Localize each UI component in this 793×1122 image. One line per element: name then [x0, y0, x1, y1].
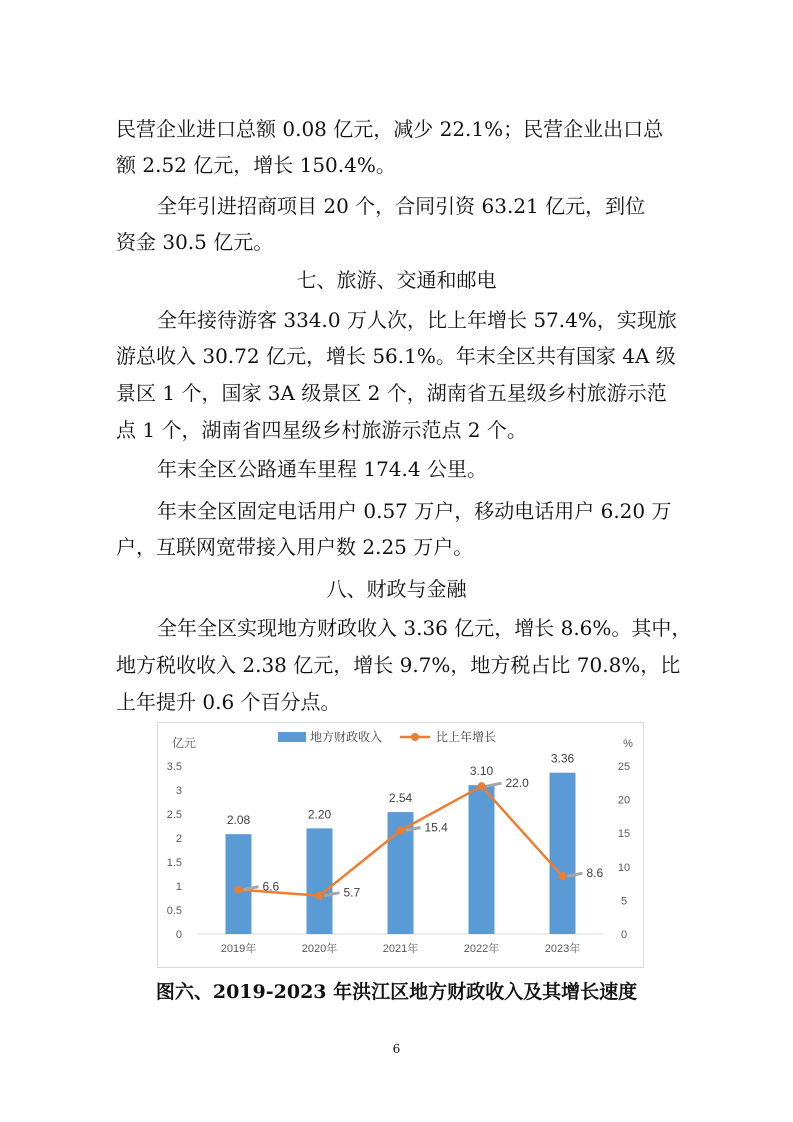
left-axis-unit: 亿元 [172, 736, 197, 750]
para-line: 景区 1 个，国家 3A 级景区 2 个，湖南省五星级乡村旅游示范 [116, 381, 667, 405]
para-line: 年末全区固定电话用户 0.57 万户，移动电话用户 6.20 万 [157, 499, 672, 523]
growth-point [235, 886, 243, 894]
legend-label-line: 比上年增长 [436, 730, 497, 744]
para-line: 点 1 个，湖南省四星级乡村旅游示范点 2 个。 [116, 418, 527, 442]
section-heading-7: 七、旅游、交通和邮电 [296, 268, 497, 292]
right-tick-label: 10 [617, 861, 631, 874]
left-tick-label: 0 [175, 929, 182, 941]
line-value-label: 5.7 [343, 885, 361, 900]
right-tick-label: 20 [617, 794, 631, 807]
figure-caption: 图六、2019-2023 年洪江区地方财政收入及其增长速度 [155, 981, 638, 1003]
para-line: 全年全区实现地方财政收入 3.36 亿元，增长 8.6%。其中， [157, 616, 692, 640]
category-label: 2021年 [382, 943, 419, 955]
para-line: 全年引进招商项目 20 个，合同引资 63.21 亿元，到位 [157, 194, 646, 218]
legend-label-bar: 地方财政收入 [310, 730, 383, 744]
bar-2019年 [226, 834, 252, 934]
bar-value-label: 2.20 [307, 807, 332, 822]
para-line: 资金 30.5 亿元。 [116, 230, 274, 254]
bar-value-label: 3.36 [550, 751, 575, 766]
para-line: 游总收入 30.72 亿元，增长 56.1%。年末全区共有国家 4A 级 [116, 344, 676, 368]
bar-value-label: 3.10 [469, 764, 494, 779]
para-line: 年末全区公路通车里程 174.4 公里。 [157, 457, 487, 481]
bar-value-label: 2.54 [388, 791, 413, 806]
line-value-label: 22.0 [505, 776, 529, 791]
bar-2022年 [469, 785, 495, 934]
right-tick-label: 15 [617, 828, 631, 841]
line-value-label: 6.6 [262, 879, 280, 894]
bar-2023年 [550, 773, 576, 934]
left-tick-label: 1.5 [166, 857, 182, 869]
line-value-label: 8.6 [586, 866, 604, 881]
bar-2020年 [307, 828, 333, 934]
left-tick-label: 2 [175, 833, 182, 845]
para-line: 户，互联网宽带接入用户数 2.25 万户。 [116, 535, 474, 559]
page-number: 6 [392, 1042, 401, 1056]
label-leader [487, 783, 502, 786]
section-heading-8: 八、财政与金融 [326, 577, 467, 601]
category-label: 2022年 [463, 943, 500, 955]
line-value-label: 15.4 [424, 820, 448, 835]
right-tick-label: 0 [620, 929, 628, 941]
category-label: 2019年 [220, 943, 257, 955]
left-tick-label: 3.5 [166, 761, 182, 773]
revenue-chart [157, 722, 644, 968]
bar-value-label: 2.08 [226, 813, 251, 828]
growth-point [316, 892, 324, 900]
growth-point [478, 782, 486, 790]
para-line: 额 2.52 亿元，增长 150.4%。 [116, 153, 396, 177]
legend-swatch-bar [278, 732, 306, 742]
para-line: 民营企业进口总额 0.08 亿元，减少 22.1%；民营企业出口总 [116, 117, 664, 141]
chart-svg [158, 723, 643, 967]
left-tick-label: 1 [175, 881, 182, 893]
left-tick-label: 2.5 [166, 809, 182, 821]
para-line: 上年提升 0.6 个百分点。 [116, 690, 341, 714]
category-label: 2023年 [544, 943, 581, 955]
right-tick-label: 5 [620, 895, 628, 908]
para-line: 地方税收收入 2.38 亿元，增长 9.7%，地方税占比 70.8%，比 [116, 653, 681, 677]
category-label: 2020年 [301, 943, 338, 955]
right-axis-unit: % [623, 738, 633, 750]
left-tick-label: 0.5 [166, 905, 182, 917]
growth-point [397, 827, 405, 835]
para-line: 全年接待游客 334.0 万人次，比上年增长 57.4%，实现旅 [157, 308, 677, 332]
left-tick-label: 3 [175, 785, 182, 797]
growth-point [559, 872, 567, 880]
legend-marker-line [411, 733, 419, 741]
right-tick-label: 25 [617, 761, 631, 773]
